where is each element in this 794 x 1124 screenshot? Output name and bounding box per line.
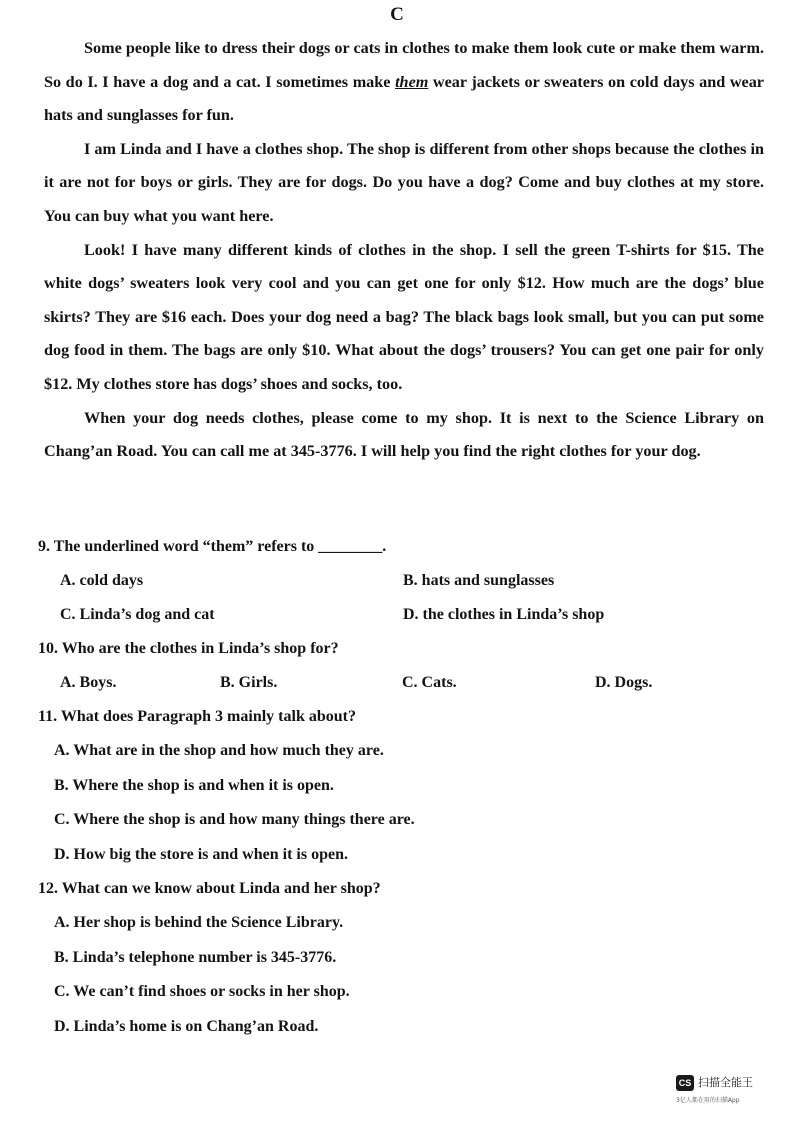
paragraph-1 [44, 32, 764, 133]
question-12-option-b[interactable]: B. Linda’s telephone number is 345-3776. [54, 948, 337, 966]
underlined-word: them [395, 72, 429, 91]
question-11-option-a[interactable]: A. What are in the shop and how much they are. [54, 742, 384, 759]
paragraph-3: Look! I have many different kinds of clothes in the shop. I sell the green T-shirts for $15. The white dogs’ sweaters look very cool and you can get one for only $12. How much are the dogs’ blue skirts? They are $16 each. Does your dog need a bag? The black bags look small, but you can put some dog food in them. The bags are only $10. What about the dogs’ trousers? You can get one pair for only $12. My clothes store has dogs’ shoes and socks, too. [44, 240, 764, 393]
question-10-option-a[interactable]: A. Boys. [60, 674, 117, 691]
question-10-option-d[interactable]: D. Dogs. [595, 674, 653, 691]
paragraph-4: When your dog needs clothes, please come to my shop. It is next to the Science Library on Chang’an Road. You can call me at 345-3776. I will help you find the right clothes for your dog. [44, 408, 764, 461]
scanner-tagline: 3亿人都在用的扫描App [676, 1097, 740, 1104]
question-11-option-b[interactable]: B. Where the shop is and when it is open. [54, 776, 334, 794]
scanner-watermark [676, 1073, 766, 1109]
question-9-option-a[interactable]: A. cold days [60, 572, 144, 589]
question-11-stem: 11. What does Paragraph 3 mainly talk about? [38, 708, 356, 725]
question-10-options-row [38, 666, 768, 700]
question-10-stem: 10. Who are the clothes in Linda’s shop for? [38, 640, 339, 657]
question-9-option-c[interactable]: C. Linda’s dog and cat [60, 606, 215, 623]
section-label: C [390, 4, 404, 25]
question-9-option-d[interactable]: D. the clothes in Linda’s shop [403, 606, 605, 623]
question-12-option-c[interactable]: C. We can’t find shoes or socks in her shop. [54, 983, 350, 1000]
scanner-app-name: 扫描全能王 [698, 1076, 753, 1089]
paragraph-1-text-b: wear jackets or sweaters on cold days and wear hats and sunglasses for fun. [44, 72, 764, 125]
paragraph-2: I am Linda and I have a clothes shop. The shop is different from other shops because the clothes in it are not for boys or girls. They are for dogs. Do you have a dog? Come and buy clothes at my store. You can buy what you want here. [44, 139, 764, 225]
question-12-option-d[interactable]: D. Linda’s home is on Chang’an Road. [54, 1017, 319, 1035]
camscanner-logo-icon: CS [676, 1075, 694, 1091]
question-10-option-b[interactable]: B. Girls. [220, 674, 278, 691]
question-12-stem: 12. What can we know about Linda and her shop? [38, 880, 381, 897]
question-9-stem: 9. The underlined word “them” refers to ________. [38, 538, 387, 555]
question-12-option-a[interactable]: A. Her shop is behind the Science Library. [54, 914, 344, 931]
question-11-option-c[interactable]: C. Where the shop is and how many things there are. [54, 811, 415, 828]
question-9-options-row-1 [38, 564, 768, 598]
question-list [38, 530, 768, 1044]
reading-passage [44, 32, 764, 469]
question-9-options-row-2 [38, 598, 768, 632]
paragraph-1-text-a: Some people like to dress their dogs or cats in clothes to make them look cute or make them warm. So do I. I have a dog and a cat. I sometimes make [44, 39, 764, 91]
question-11-option-d[interactable]: D. How big the store is and when it is open. [54, 845, 348, 863]
question-9-option-b[interactable]: B. hats and sunglasses [403, 572, 555, 589]
question-10-option-c[interactable]: C. Cats. [402, 674, 457, 691]
